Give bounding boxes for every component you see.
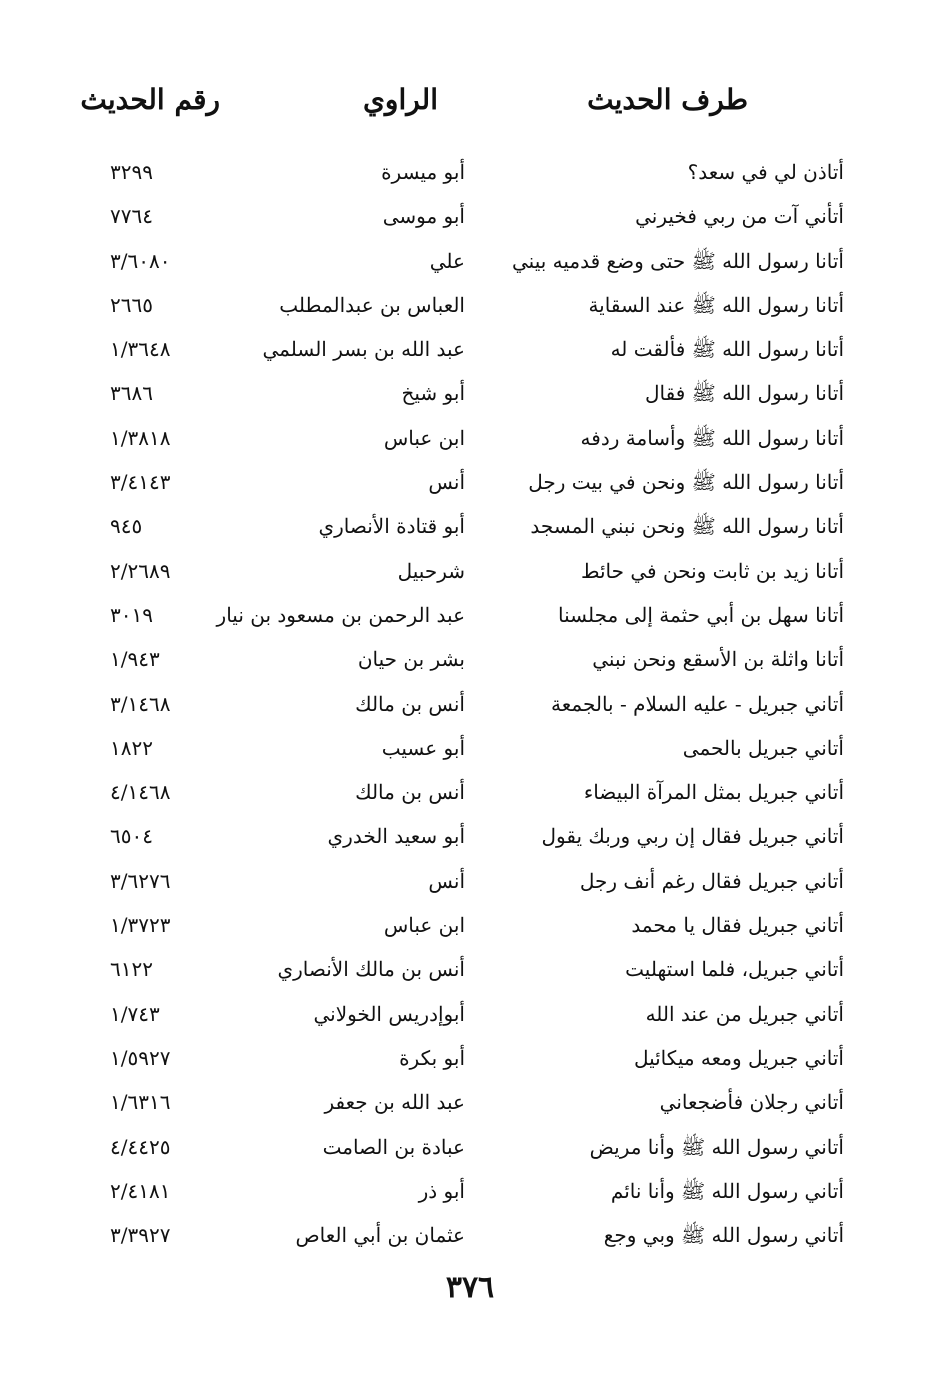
table-row (0, 639, 940, 683)
hadith-text: أتاني رجلان فأضجعاني (659, 1090, 844, 1115)
hadith-text: أتانا سهل بن أبي حثمة إلى مجلسنا (558, 602, 844, 627)
hadith-number: ٦١٢٢ (110, 957, 153, 982)
hadith-text: أتاني جبريل ومعه ميكائيل (633, 1045, 844, 1070)
hadith-number: ٣/٤١٤٣ (110, 470, 171, 495)
narrator-name: شرحبيل (397, 558, 465, 583)
column-header-hadith: طرف الحديث (587, 83, 748, 116)
narrator-name: أبو ذر (418, 1178, 465, 1203)
narrator-name: أنس بن مالك (355, 780, 465, 805)
hadith-number: ٣/٦٠٨٠ (110, 248, 171, 273)
table-row (0, 329, 940, 373)
table-row (0, 949, 940, 993)
narrator-name: بشر بن حيان (357, 647, 465, 672)
narrator-name: عبادة بن الصامت (322, 1134, 465, 1159)
hadith-number: ٢/٢٦٨٩ (110, 558, 171, 583)
table-row (0, 196, 940, 240)
hadith-text: أتاني جبريل فقال يا محمد (631, 913, 844, 938)
table-row (0, 994, 940, 1038)
hadith-text: أتانا واثلة بن الأسقع ونحن نبني (592, 647, 844, 672)
hadith-text: أتاني رسول الله ﷺ وأنا مريض (589, 1134, 844, 1159)
column-header-narrator: الراوي (363, 83, 438, 116)
hadith-number: ٣٢٩٩ (110, 160, 153, 184)
hadith-text: أتانا رسول الله ﷺ حتى وضع قدميه بيني (511, 248, 844, 273)
hadith-text: أتاني جبريل فقال إن ربي وربك يقول (541, 824, 844, 849)
hadith-text: أتانا رسول الله ﷺ ونحن في بيت رجل (528, 470, 844, 495)
hadith-number: ٤/١٤٦٨ (110, 780, 171, 805)
hadith-number: ٢٦٦٥ (110, 292, 153, 317)
table-row (0, 861, 940, 905)
table-row (0, 462, 940, 506)
narrator-name: أبو موسى (382, 204, 465, 229)
hadith-text: أتانا زيد بن ثابت ونحن في حائط (581, 558, 844, 583)
table-row (0, 684, 940, 728)
hadith-number: ٣/٦٢٧٦ (110, 868, 171, 893)
table-row (0, 506, 940, 550)
narrator-name: أبو ميسرة (381, 160, 465, 184)
narrator-name: عبد الله بن جعفر (324, 1090, 465, 1115)
table-row (0, 595, 940, 639)
table-row (0, 551, 940, 595)
hadith-number: ٣/١٤٦٨ (110, 691, 171, 716)
hadith-text: أتأني آت من ربي فخيرني (635, 204, 844, 229)
table-row (0, 1171, 940, 1215)
hadith-number: ١٨٢٢ (110, 735, 153, 760)
hadith-number: ١/٥٩٢٧ (110, 1045, 171, 1070)
table-row (0, 285, 940, 329)
hadith-number: ١/٣٨١٨ (110, 425, 171, 450)
narrator-name: عبد الله بن بسر السلمي (262, 337, 465, 362)
hadith-text: أتاني جبريل، فلما استهليت (625, 957, 844, 982)
table-row (0, 418, 940, 462)
hadith-text: أتانا رسول الله ﷺ فألقت له (610, 337, 844, 362)
narrator-name: أنس بن مالك (355, 691, 465, 716)
table-row (0, 1038, 940, 1082)
table-row (0, 1215, 940, 1259)
hadith-number: ١/٣٧٢٣ (110, 913, 171, 938)
hadith-text: أتانا رسول الله ﷺ ونحن نبني المسجد (530, 514, 844, 539)
hadith-number: ١/٧٤٣ (110, 1001, 160, 1026)
hadith-text: أتانا رسول الله ﷺ وأسامة ردفه (580, 425, 844, 450)
narrator-name: عبد الرحمن بن مسعود بن نيار (216, 602, 465, 627)
narrator-name: أبو بكرة (399, 1045, 465, 1070)
table-row (0, 373, 940, 417)
hadith-number: ٣٦٨٦ (110, 381, 153, 406)
narrator-name: أبوإدريس الخولاني (313, 1001, 465, 1026)
hadith-text: أتاني رسول الله ﷺ وأنا نائم (610, 1178, 844, 1203)
table-row (0, 152, 940, 196)
narrator-name: عثمان بن أبي العاص (295, 1223, 465, 1248)
narrator-name: ابن عباس (383, 425, 465, 450)
narrator-name: العباس بن عبدالمطلب (279, 292, 465, 317)
narrator-name: أبو قتادة الأنصاري (318, 514, 465, 539)
hadith-number: ٧٧٦٤ (110, 204, 153, 229)
hadith-number: ٩٤٥ (110, 514, 143, 539)
table-row (0, 728, 940, 772)
table-row (0, 772, 940, 816)
hadith-number: ١/٦٣١٦ (110, 1090, 171, 1115)
table-row (0, 1127, 940, 1171)
hadith-number: ٢/٤١٨١ (110, 1178, 171, 1203)
hadith-number: ٣٠١٩ (110, 602, 153, 627)
table-row (0, 905, 940, 949)
narrator-name: علي (429, 248, 465, 273)
hadith-number: ٤/٤٤٢٥ (110, 1134, 171, 1159)
hadith-index-table (0, 152, 940, 1259)
narrator-name: أنس (428, 470, 465, 495)
hadith-number: ٦٥٠٤ (110, 824, 153, 849)
hadith-text: أتانا رسول الله ﷺ عند السقاية (588, 292, 844, 317)
hadith-number: ١/٣٦٤٨ (110, 337, 171, 362)
table-row (0, 1082, 940, 1126)
hadith-text: أتاني رسول الله ﷺ وبي وجع (603, 1223, 844, 1248)
narrator-name: أنس بن مالك الأنصاري (277, 957, 465, 982)
table-row (0, 816, 940, 860)
hadith-text: أتاني جبريل بالحمى (682, 735, 844, 760)
narrator-name: أبو شيخ (401, 381, 465, 406)
narrator-name: ابن عباس (383, 913, 465, 938)
table-row (0, 241, 940, 285)
narrator-name: أنس (428, 868, 465, 893)
column-header-number: رقم الحديث (80, 83, 220, 116)
table-header (0, 78, 940, 128)
hadith-text: أتاني جبريل - عليه السلام - بالجمعة (551, 691, 844, 716)
hadith-text: أتاني جبريل بمثل المرآة البيضاء (583, 780, 844, 805)
narrator-name: أبو عسيب (381, 735, 465, 760)
hadith-text: أتاني جبريل من عند الله (645, 1001, 844, 1026)
hadith-number: ١/٩٤٣ (110, 647, 160, 672)
hadith-text: أتاني جبريل فقال رغم أنف رجل (579, 868, 844, 893)
hadith-text: أتاذن لي في سعد؟ (687, 160, 844, 184)
hadith-text: أتانا رسول الله ﷺ فقال (644, 381, 844, 406)
narrator-name: أبو سعيد الخدري (327, 824, 465, 849)
hadith-number: ٣/٣٩٢٧ (110, 1223, 171, 1248)
page-number: ٣٧٦ (445, 1270, 495, 1305)
